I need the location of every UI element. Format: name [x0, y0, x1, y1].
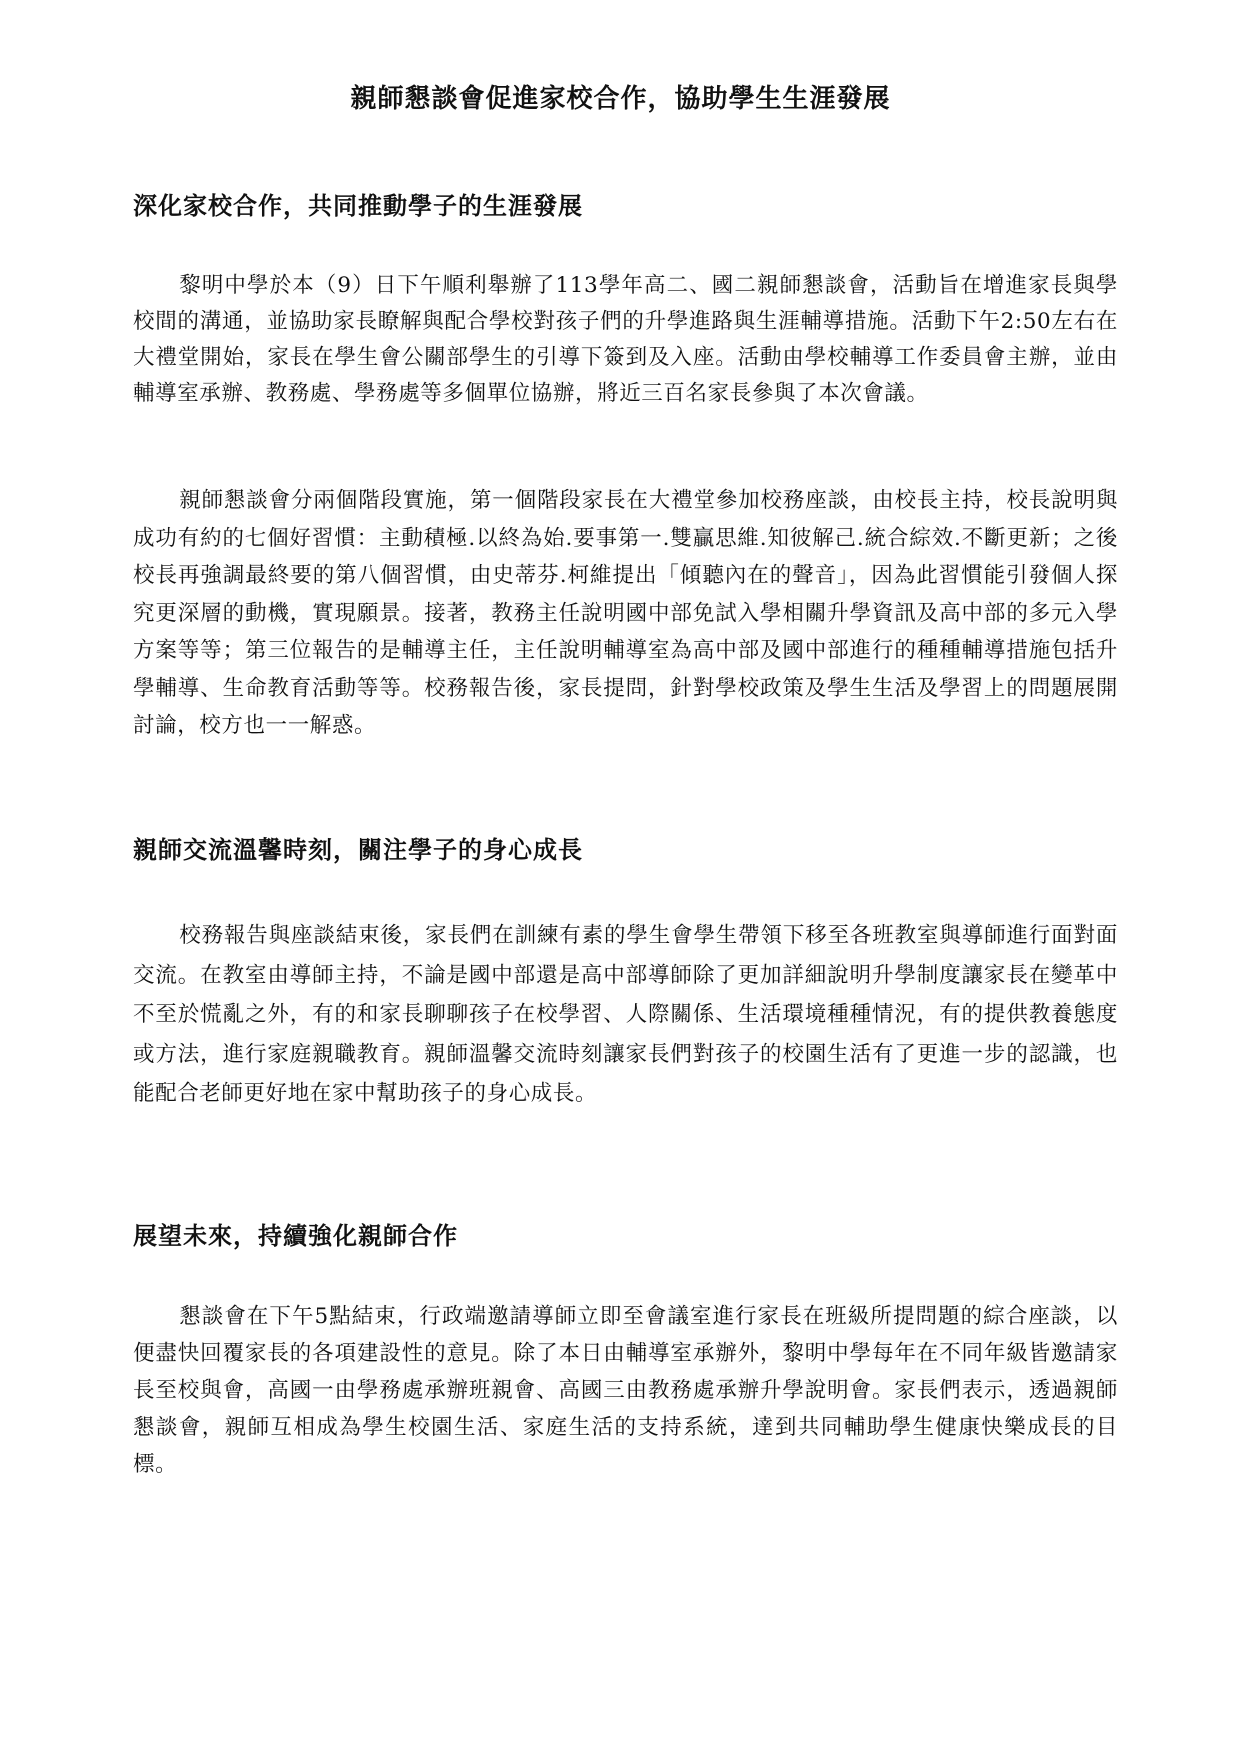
section-heading-parent-teacher-exchange: 親師交流溫馨時刻，關注學子的身心成長	[133, 836, 583, 864]
section-1-paragraph-2: 親師懇談會分兩個階段實施，第一個階段家長在大禮堂參加校務座談，由校長主持，校長說明與成功有約的七個好習慣：主動積極.以終為始.要事第一.雙贏思維.知彼解己.統合綜效.不斷更新；之後校長再強調最終要的第八個習慣，由史蒂芬.柯維提出「傾聽內在的聲音」，因為此習慣能引發個人探究更深層的動機，實現願景。接著，教務主任說明國中部免試入學相關升學資訊及高中部的多元入學方案等等；第三位報告的是輔導主任，主任說明輔導室為高中部及國中部進行的種種輔導措施包括升學輔導、生命教育活動等等。校務報告後，家長提問，針對學校政策及學生生活及學習上的問題展開討論，校方也一一解惑。	[133, 488, 1118, 738]
section-3-paragraph-1: 懇談會在下午5點結束，行政端邀請導師立即至會議室進行家長在班級所提問題的綜合座談，以便盡快回覆家長的各項建設性的意見。除了本日由輔導室承辦外，黎明中學每年在不同年級皆邀請家長至校與會，高國一由學務處承辦班親會、高國三由教務處承辦升學說明會。家長們表示，透過親師懇談會，親師互相成為學生校園生活、家庭生活的支持系統，達到共同輔助學生健康快樂成長的目標。	[133, 1304, 1118, 1477]
section-heading-career-development: 深化家校合作，共同推動學子的生涯發展	[133, 192, 583, 220]
section-2-paragraph-1: 校務報告與座談結束後，家長們在訓練有素的學生會學生帶領下移至各班教室與導師進行面對面交流。在教室由導師主持，不論是國中部還是高中部導師除了更加詳細說明升學制度讓家長在變革中不至於慌亂之外，有的和家長聊聊孩子在校學習、人際關係、生活環境種種情況，有的提供教養態度或方法，進行家庭親職教育。親師溫馨交流時刻讓家長們對孩子的校園生活有了更進一步的認識，也能配合老師更好地在家中幫助孩子的身心成長。	[133, 923, 1118, 1106]
document-title: 親師懇談會促進家校合作，協助學生生涯發展	[350, 84, 891, 114]
section-1-paragraph-1: 黎明中學於本（9）日下午順利舉辦了113學年高二、國二親師懇談會，活動旨在增進家長與學校間的溝通，並協助家長瞭解與配合學校對孩子們的升學進路與生涯輔導措施。活動下午2:50左右在大禮堂開始，家長在學生會公關部學生的引導下簽到及入座。活動由學校輔導工作委員會主辦，並由輔導室承辦、教務處、學務處等多個單位協辦，將近三百名家長參與了本次會議。	[133, 273, 1118, 406]
section-heading-future-outlook: 展望未來，持續強化親師合作	[133, 1222, 458, 1250]
